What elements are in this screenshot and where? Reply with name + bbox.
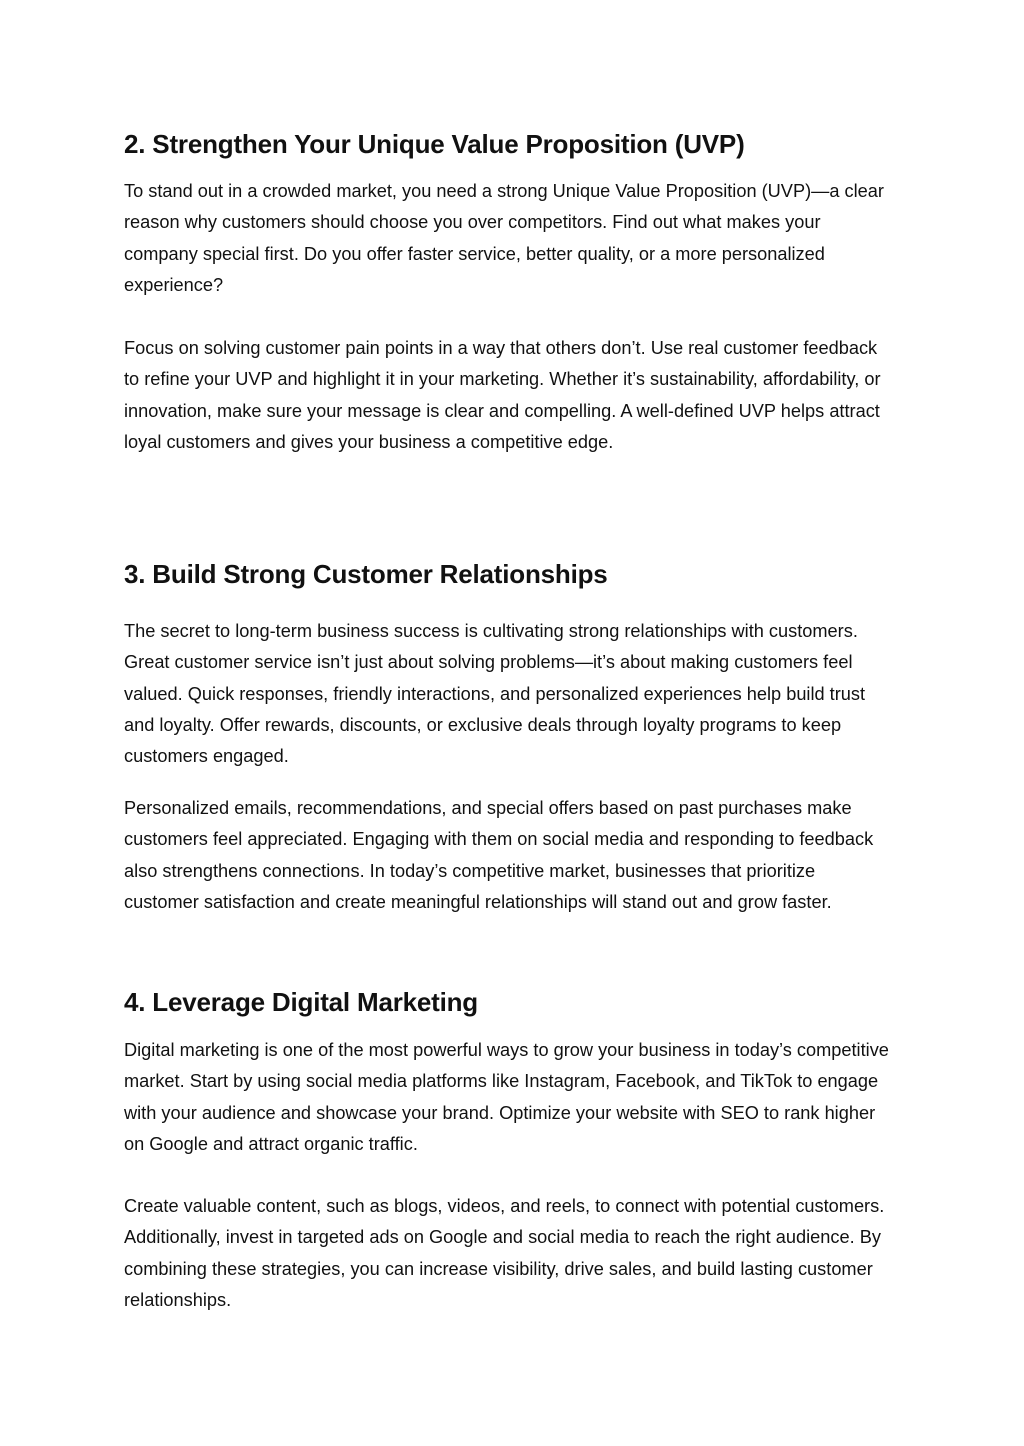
paragraph-digital-content: Create valuable content, such as blogs, videos, and reels, to connect with potential customers. Additionally, invest in targeted ads on Google and social media to reach the right audience. By combining these strategies, you can increase visibility, drive sales, and build lasting customer relationships. (124, 1196, 885, 1310)
section-heading-digital-marketing: 4. Leverage Digital Marketing (124, 987, 478, 1017)
paragraph-relationships-intro: The secret to long-term business success is cultivating strong relationships with customers. Great customer service isn’t just about solving problems—it’s about making customers feel valued. Quick responses, friendly interactions, and personalized experiences help build trust and loyalty. Offer rewards, discounts, or exclusive deals through loyalty programs to keep customers engaged. (124, 621, 866, 767)
paragraph-digital-intro: Digital marketing is one of the most powerful ways to grow your business in today’s competitive market. Start by using social media platforms like Instagram, Facebook, and TikTok to engage with your audience and showcase your brand. Optimize your website with SEO to rank higher on Google and attract organic traffic. (124, 1040, 889, 1154)
paragraph-relationships-personalized: Personalized emails, recommendations, and special offers based on past purchases make customers feel appreciated. Engaging with them on social media and responding to feedback also strengthens connections. In today’s competitive market, businesses that prioritize customer satisfaction and create meaningful relationships will stand out and grow faster. (124, 798, 874, 912)
paragraph-uvp-intro: To stand out in a crowded market, you need a strong Unique Value Proposition (UVP)—a clear reason why customers should choose you over competitors. Find out what makes your company special first. Do you offer faster service, better quality, or a more personalized experience? (124, 181, 884, 295)
section-heading-uvp: 2. Strengthen Your Unique Value Proposition (UVP) (124, 129, 745, 159)
section-heading-customer-relationships: 3. Build Strong Customer Relationships (124, 559, 608, 589)
paragraph-uvp-focus: Focus on solving customer pain points in a way that others don’t. Use real customer feedback to refine your UVP and highlight it in your marketing. Whether it’s sustainability, affordability, or innovation, make sure your message is clear and compelling. A well-defined UVP helps attract loyal customers and gives your business a competitive edge. (124, 338, 881, 452)
